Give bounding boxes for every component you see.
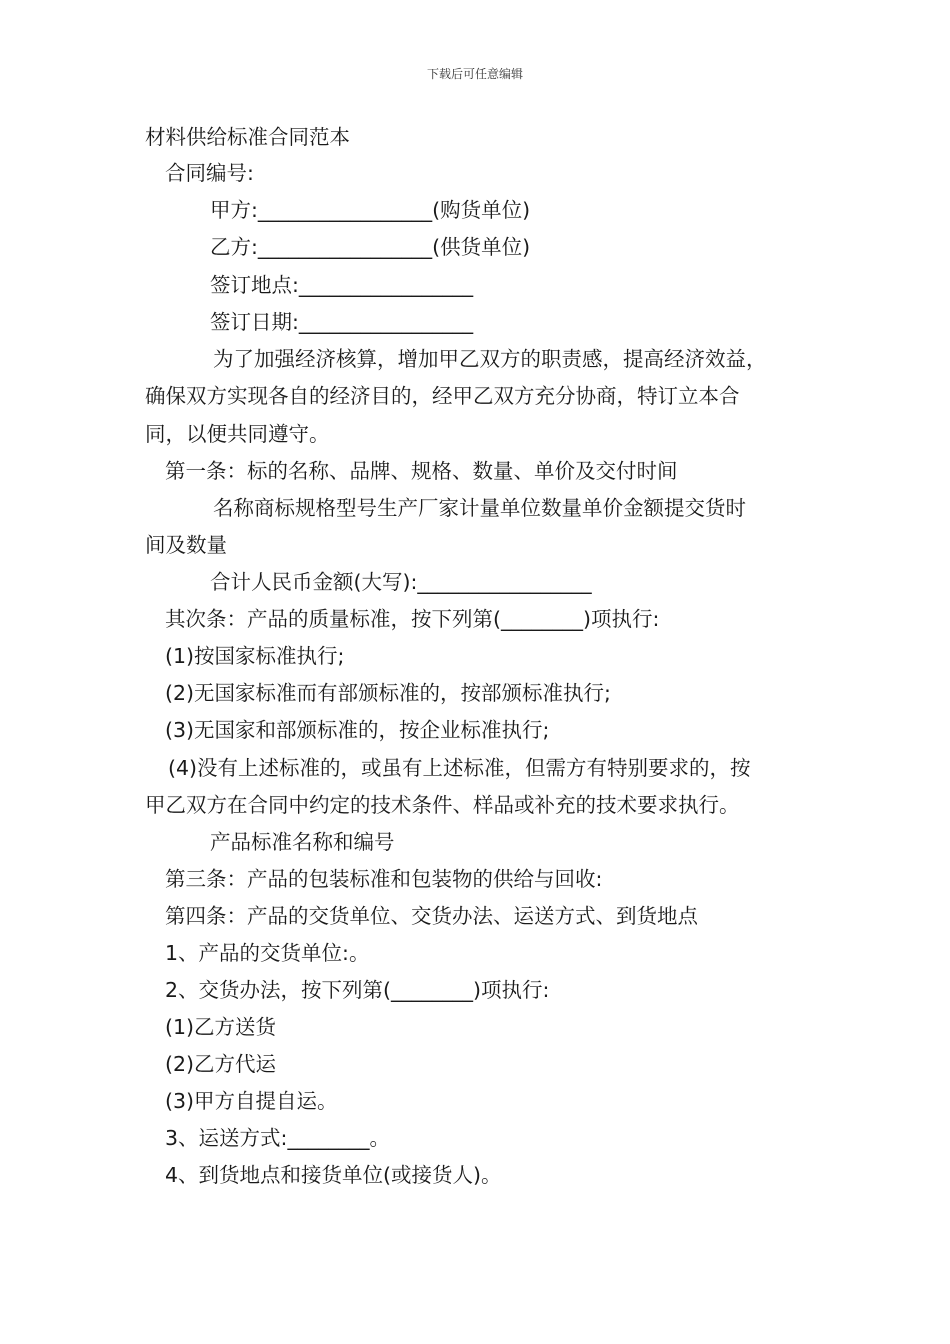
- article-1-heading: 第一条：标的名称、品牌、规格、数量、单价及交付时间: [165, 459, 678, 483]
- article-2-item-4-line-2: 甲乙双方在合同中约定的技术条件、样品或补充的技术要求执行。: [145, 793, 740, 817]
- page-header-note: 下载后可任意编辑: [426, 67, 523, 81]
- article-4-heading: 第四条：产品的交货单位、交货办法、运送方式、到货地点: [165, 904, 698, 928]
- product-standard-line: 产品标准名称和编号: [210, 830, 395, 854]
- article-4-item-1: 1、产品的交货单位:。: [165, 941, 370, 965]
- signing-place-line: 签订地点:_________________: [210, 273, 474, 297]
- article-2-item-3: (3)无国家和部颁标准的，按企业标准执行;: [165, 718, 550, 742]
- total-amount-line: 合计人民币金额(大写):_________________: [210, 570, 592, 594]
- preamble-line-1: 为了加强经济核算，增加甲乙双方的职责感，提高经济效益，: [213, 347, 767, 371]
- preamble-line-2: 确保双方实现各自的经济目的，经甲乙双方充分协商，特订立本合: [145, 384, 740, 408]
- article-3-heading: 第三条：产品的包装标准和包装物的供给与回收:: [165, 867, 603, 891]
- party-b-line: 乙方:_________________(供货单位): [210, 235, 531, 259]
- article-2-heading: 其次条：产品的质量标准，按下列第(________)项执行:: [165, 607, 660, 631]
- delivery-option-1: (1)乙方送货: [165, 1015, 277, 1039]
- article-2-item-4-line-1: (4)没有上述标准的，或虽有上述标准，但需方有特别要求的，按: [168, 756, 751, 780]
- party-a-line: 甲方:_________________(购货单位): [210, 198, 531, 222]
- article-1-columns-line-2: 间及数量: [145, 533, 227, 557]
- article-1-columns-line-1: 名称商标规格型号生产厂家计量单位数量单价金额提交货时: [213, 496, 746, 520]
- article-4-item-4: 4、到货地点和接货单位(或接货人)。: [165, 1163, 502, 1187]
- article-4-item-2: 2、交货办法，按下列第(________)项执行:: [165, 978, 550, 1002]
- contract-number-line: 合同编号:: [165, 161, 254, 185]
- delivery-option-2: (2)乙方代运: [165, 1052, 277, 1076]
- delivery-option-3: (3)甲方自提自运。: [165, 1089, 338, 1113]
- document-title: 材料供给标准合同范本: [145, 125, 350, 149]
- article-4-item-3: 3、运送方式:________。: [165, 1126, 390, 1150]
- article-2-item-2: (2)无国家标准而有部颁标准的，按部颁标准执行;: [165, 681, 611, 705]
- signing-date-line: 签订日期:_________________: [210, 310, 474, 334]
- article-2-item-1: (1)按国家标准执行;: [165, 644, 345, 668]
- preamble-line-3: 同，以便共同遵守。: [145, 422, 330, 446]
